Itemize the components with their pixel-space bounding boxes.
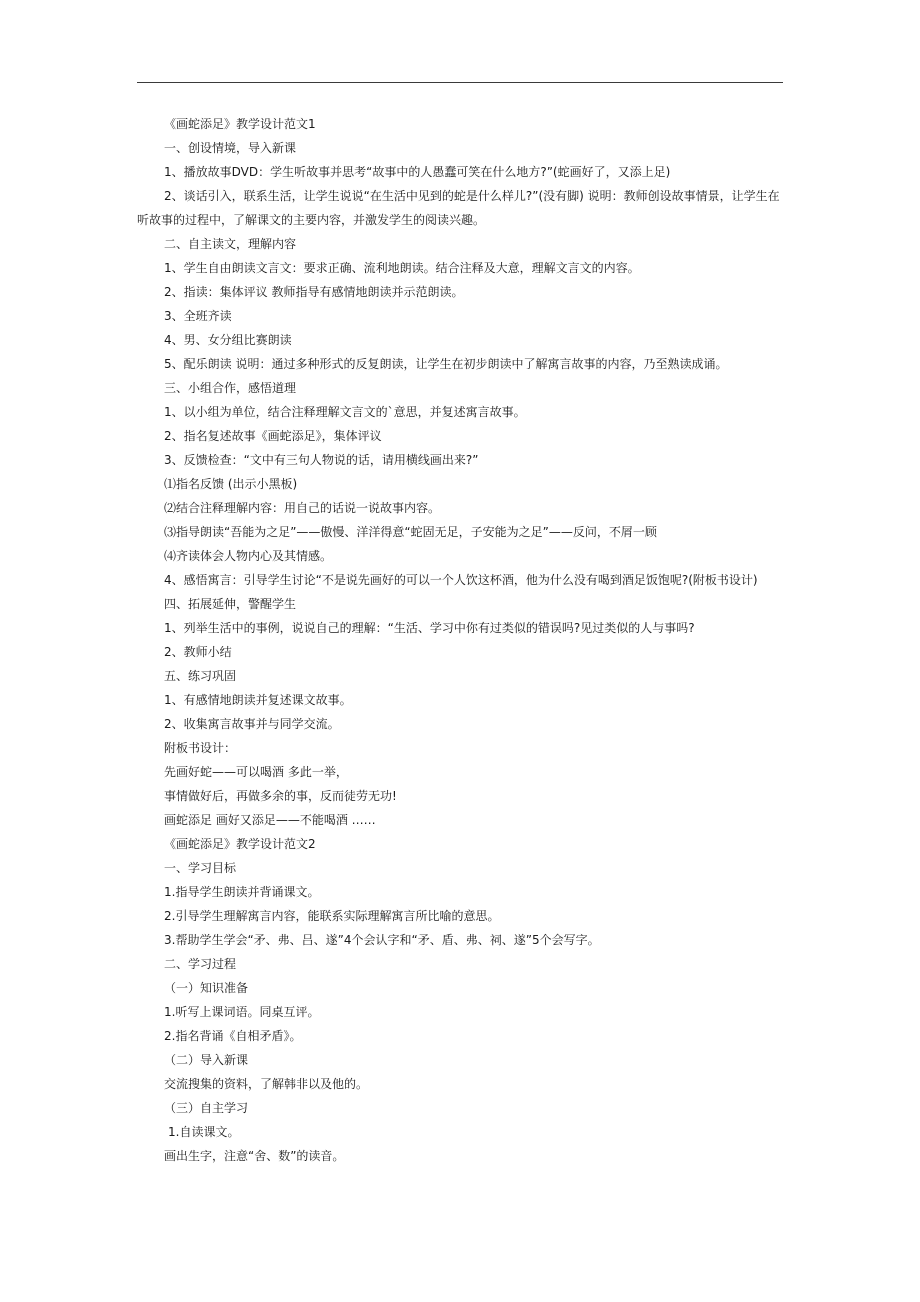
section-heading: 一、创设情境，导入新课: [164, 141, 297, 155]
text-line: ⑴指名反馈 (出示小黑板): [164, 477, 298, 491]
section-heading: 二、自主读文，理解内容: [164, 237, 297, 251]
text-line: 附板书设计：: [164, 741, 237, 755]
text-line: 画蛇添足 画好又添足——不能喝酒 ……: [164, 813, 376, 827]
doc-title-1: 《画蛇添足》教学设计范文1: [164, 117, 316, 131]
text-line: 2.指名背诵《自相矛盾》。: [164, 1029, 302, 1043]
text-paragraph: 2、谈话引入，联系生活，让学生说说“在生活中见到的蛇是什么样儿?”(没有脚) 说明：教师创设故事情景，让学生在听故事的过程中，了解课文的主要内容，并激发学生的阅读兴趣。: [137, 189, 780, 227]
section-heading: 一、学习目标: [164, 861, 237, 875]
text-line: 画出生字，注意“舍、数”的读音。: [164, 1149, 345, 1163]
section-heading: 四、拓展延伸，警醒学生: [164, 597, 297, 611]
text-line: 4、感悟寓言：引导学生讨论“不是说先画好的可以一个人饮这杯酒，他为什么没有喝到酒足饭饱呢?(附板书设计): [164, 573, 758, 587]
text-line: 1.听写上课词语。同桌互评。: [164, 1005, 320, 1019]
text-line: 2、指名复述故事《画蛇添足》，集体评议: [164, 429, 382, 443]
document-body: [137, 112, 787, 1168]
text-line: ⑷齐读体会人物内心及其情感。: [164, 549, 333, 563]
text-line: 5、配乐朗读 说明：通过多种形式的反复朗读，让学生在初步朗读中了解寓言故事的内容，乃至熟读成诵。: [164, 357, 728, 371]
text-line: 1、有感情地朗读并复述课文故事。: [164, 693, 352, 707]
section-heading: 三、小组合作，感悟道理: [164, 381, 297, 395]
section-heading: 五、练习巩固: [164, 669, 237, 683]
text-line: 1、学生自由朗读文言文：要求正确、流利地朗读。结合注释及大意，理解文言文的内容。: [164, 261, 640, 275]
text-line: 2、收集寓言故事并与同学交流。: [164, 717, 340, 731]
text-line: 2.引导学生理解寓言内容，能联系实际理解寓言所比喻的意思。: [164, 909, 500, 923]
subsection-heading: （三）自主学习: [164, 1101, 249, 1115]
section-heading: 二、学习过程: [164, 957, 237, 971]
text-line: 1、列举生活中的事例，说说自己的理解：“生活、学习中你有过类似的错误吗?见过类似的人与事吗?: [164, 621, 695, 635]
text-line: 1.自读课文。: [168, 1125, 240, 1139]
text-line: ⑵结合注释理解内容：用自己的话说一说故事内容。: [164, 501, 441, 515]
text-line: 3、反馈检查：“文中有三句人物说的话，请用横线画出来?”: [164, 453, 479, 467]
text-line: 交流搜集的资料，了解韩非以及他的。: [164, 1077, 369, 1091]
subsection-heading: （二）导入新课: [164, 1053, 249, 1067]
text-line: 事情做好后，再做多余的事，反而徒劳无功!: [164, 789, 397, 803]
text-line: 4、男、女分组比赛朗读: [164, 333, 292, 347]
doc-title-2: 《画蛇添足》教学设计范文2: [164, 837, 316, 851]
text-line: 先画好蛇——可以喝酒 多此一举，: [164, 765, 348, 779]
subsection-heading: （一）知识准备: [164, 981, 249, 995]
text-line: 2、指读：集体评议 教师指导有感情地朗读并示范朗读。: [164, 285, 464, 299]
text-line: 2、教师小结: [164, 645, 232, 659]
text-line: 1、以小组为单位，结合注释理解文言文的`意思，并复述寓言故事。: [164, 405, 526, 419]
text-line: 3.帮助学生学会“矛、弗、吕、遂”4个会认字和“矛、盾、弗、祠、遂”5个会写字。: [164, 933, 600, 947]
header-rule: [137, 82, 783, 83]
text-line: ⑶指导朗读“吾能为之足”——傲慢、洋洋得意“蛇固无足，子安能为之足”——反问，不屑一顾: [164, 525, 657, 539]
text-line: 3、全班齐读: [164, 309, 232, 323]
text-line: 1、播放故事DVD：学生听故事并思考“故事中的人愚蠢可笑在什么地方?”(蛇画好了，又添上足): [164, 165, 671, 179]
text-line: 1.指导学生朗读并背诵课文。: [164, 885, 320, 899]
